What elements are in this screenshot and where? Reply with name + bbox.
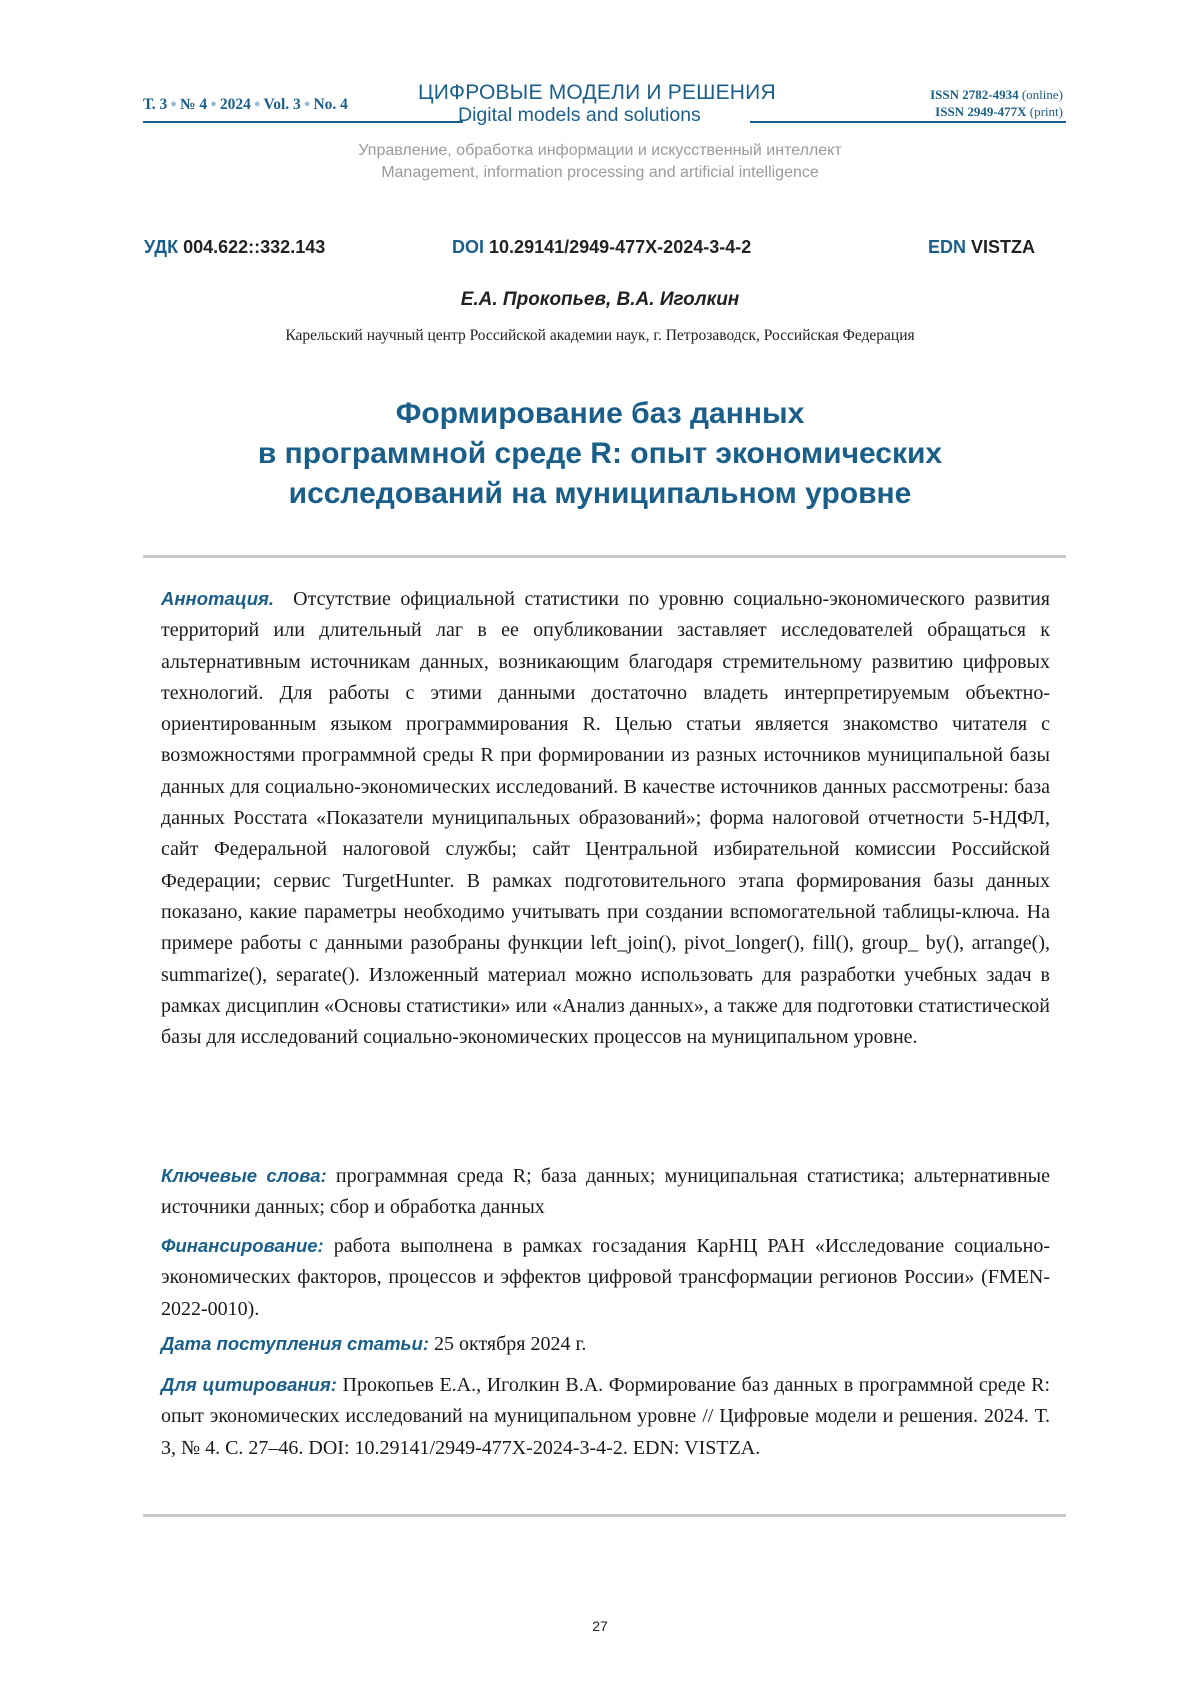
keywords <box>161 1160 1050 1224</box>
edn-label: EDN <box>928 237 966 257</box>
journal-title-en: Digital models and solutions <box>418 104 798 126</box>
separator-dot-icon: ● <box>207 98 220 110</box>
issue-en: No. 4 <box>313 96 347 113</box>
issn-online-tag: (online) <box>1022 87 1063 102</box>
abstract <box>161 583 1050 1053</box>
journal-title <box>418 82 798 126</box>
article-title <box>0 394 1200 514</box>
title-line: Формирование баз данных <box>0 394 1200 434</box>
udk-value: 004.622::332.143 <box>183 237 325 257</box>
separator-dot-icon: ● <box>167 98 180 110</box>
header-rule-right <box>750 121 1066 123</box>
abstract-text: Отсутствие официальной статистики по уровню социально-экономи­ческого развития территорий или длительный лаг в ее опубликовании заставляет исследователей обращаться к альтернативным источникам данных, возникающим благодаря стремительному развитию цифровых технологий. Для работы с этими дан­ными достаточно владеть интерпретируемым объектно-ориентированным языком программирования R. Целью статьи является знакомство читателя с возможностями программной среды R при формировании из разных источников муниципальной базы данных для социально-экономических исследований. В качестве источников данных рассмотрены: база данных Росстата «Показатели муниципальных образований»; форма налоговой отчетности 5-НДФЛ, сайт Федеральной налоговой службы; сайт Центральной избирательной комиссии Российской Федерации; сервис TurgetHunter. В рамках подготовительного этапа формирования базы данных показано, какие па­раметры необходимо учитывать при создании вспомогательной таблицы-ключа. На примере работы с данными разобраны функции left_join(), pivot_longer(), fill(), group_ by(), arrange(), summarize(), separate(). Изложенный материал можно использовать для разработки учебных задач в рамках дисциплин «Основы статистики» или «Анализ данных», а также для подготовки статистической базы для исследований социаль­но-экономических процессов на муниципальном уровне. <box>161 588 1050 1048</box>
separator-dot-icon: ● <box>251 98 264 110</box>
issn-print-tag: (print) <box>1030 104 1063 119</box>
funding <box>161 1230 1050 1325</box>
issn-online: ISSN 2782-4934 <box>930 87 1019 102</box>
abstract-label: Аннотация. <box>161 588 274 609</box>
header-rule-left <box>143 121 463 123</box>
udk <box>144 237 325 258</box>
title-line: в программной среде R: опыт экономических <box>0 434 1200 474</box>
title-line: исследований на муниципальном уровне <box>0 474 1200 514</box>
divider-bottom <box>143 1514 1066 1517</box>
divider-top <box>143 555 1066 558</box>
keywords-text: программная среда R; база данных; муниципальная статистика; альтернативные источники данных; сбор и обработка данных <box>161 1165 1050 1218</box>
received-text: 25 октября 2024 г. <box>434 1333 586 1355</box>
page-number: 27 <box>0 1618 1200 1634</box>
citation-label: Для цитирования: <box>161 1374 337 1395</box>
doi-label: DOI <box>452 237 484 257</box>
edn-value: VISTZA <box>971 237 1035 257</box>
section-ru: Управление, обработка информации и искусственный интеллект <box>0 140 1200 162</box>
year: 2024 <box>220 96 251 113</box>
issn-print: ISSN 2949-477X <box>935 104 1026 119</box>
doi-value: 10.29141/2949-477X-2024-3-4-2 <box>489 237 751 257</box>
keywords-label: Ключевые слова: <box>161 1165 327 1186</box>
funding-text: работа выполнена в рамках госзадания КарНЦ РАН «Исследование социально-экономических факторов, процессов и эффектов цифровой трансформа­ции регионов России» (FMEN-2022-0010). <box>161 1235 1050 1320</box>
section-en: Management, information processing and artificial intelligence <box>0 162 1200 184</box>
funding-label: Финансирование: <box>161 1235 324 1256</box>
udk-label: УДК <box>144 237 178 257</box>
volume-en: Vol. 3 <box>263 96 300 113</box>
citation-text: Прокопьев Е.А., Иголкин В.А. Формирование баз данных в про­граммной среде R: опыт экономических исследований на муниципальном уровне // Цифровые модели и решения. 2024. Т. 3, № 4. С. 27–46. DOI: 10.29141/2949-477X-2024-3-4-2. EDN: VISTZA. <box>161 1374 1050 1459</box>
authors: Е.А. Прокопьев, В.А. Иголкин <box>0 289 1200 311</box>
doi <box>452 237 751 258</box>
journal-section <box>0 140 1200 184</box>
volume-ru: Т. 3 <box>143 96 167 113</box>
issn-block <box>930 86 1063 120</box>
article-page <box>0 0 1200 1697</box>
citation <box>161 1369 1050 1464</box>
edn <box>928 237 1035 258</box>
separator-dot-icon: ● <box>301 98 314 110</box>
received-date <box>161 1328 1050 1360</box>
issue-info <box>143 96 348 114</box>
journal-title-ru: ЦИФРОВЫЕ МОДЕЛИ И РЕШЕНИЯ <box>418 82 798 104</box>
affiliation: Карельский научный центр Российской академии наук, г. Петрозаводск, Российская Федерация <box>0 327 1200 345</box>
issue-ru: № 4 <box>180 96 207 113</box>
received-label: Дата поступления статьи: <box>161 1333 429 1354</box>
